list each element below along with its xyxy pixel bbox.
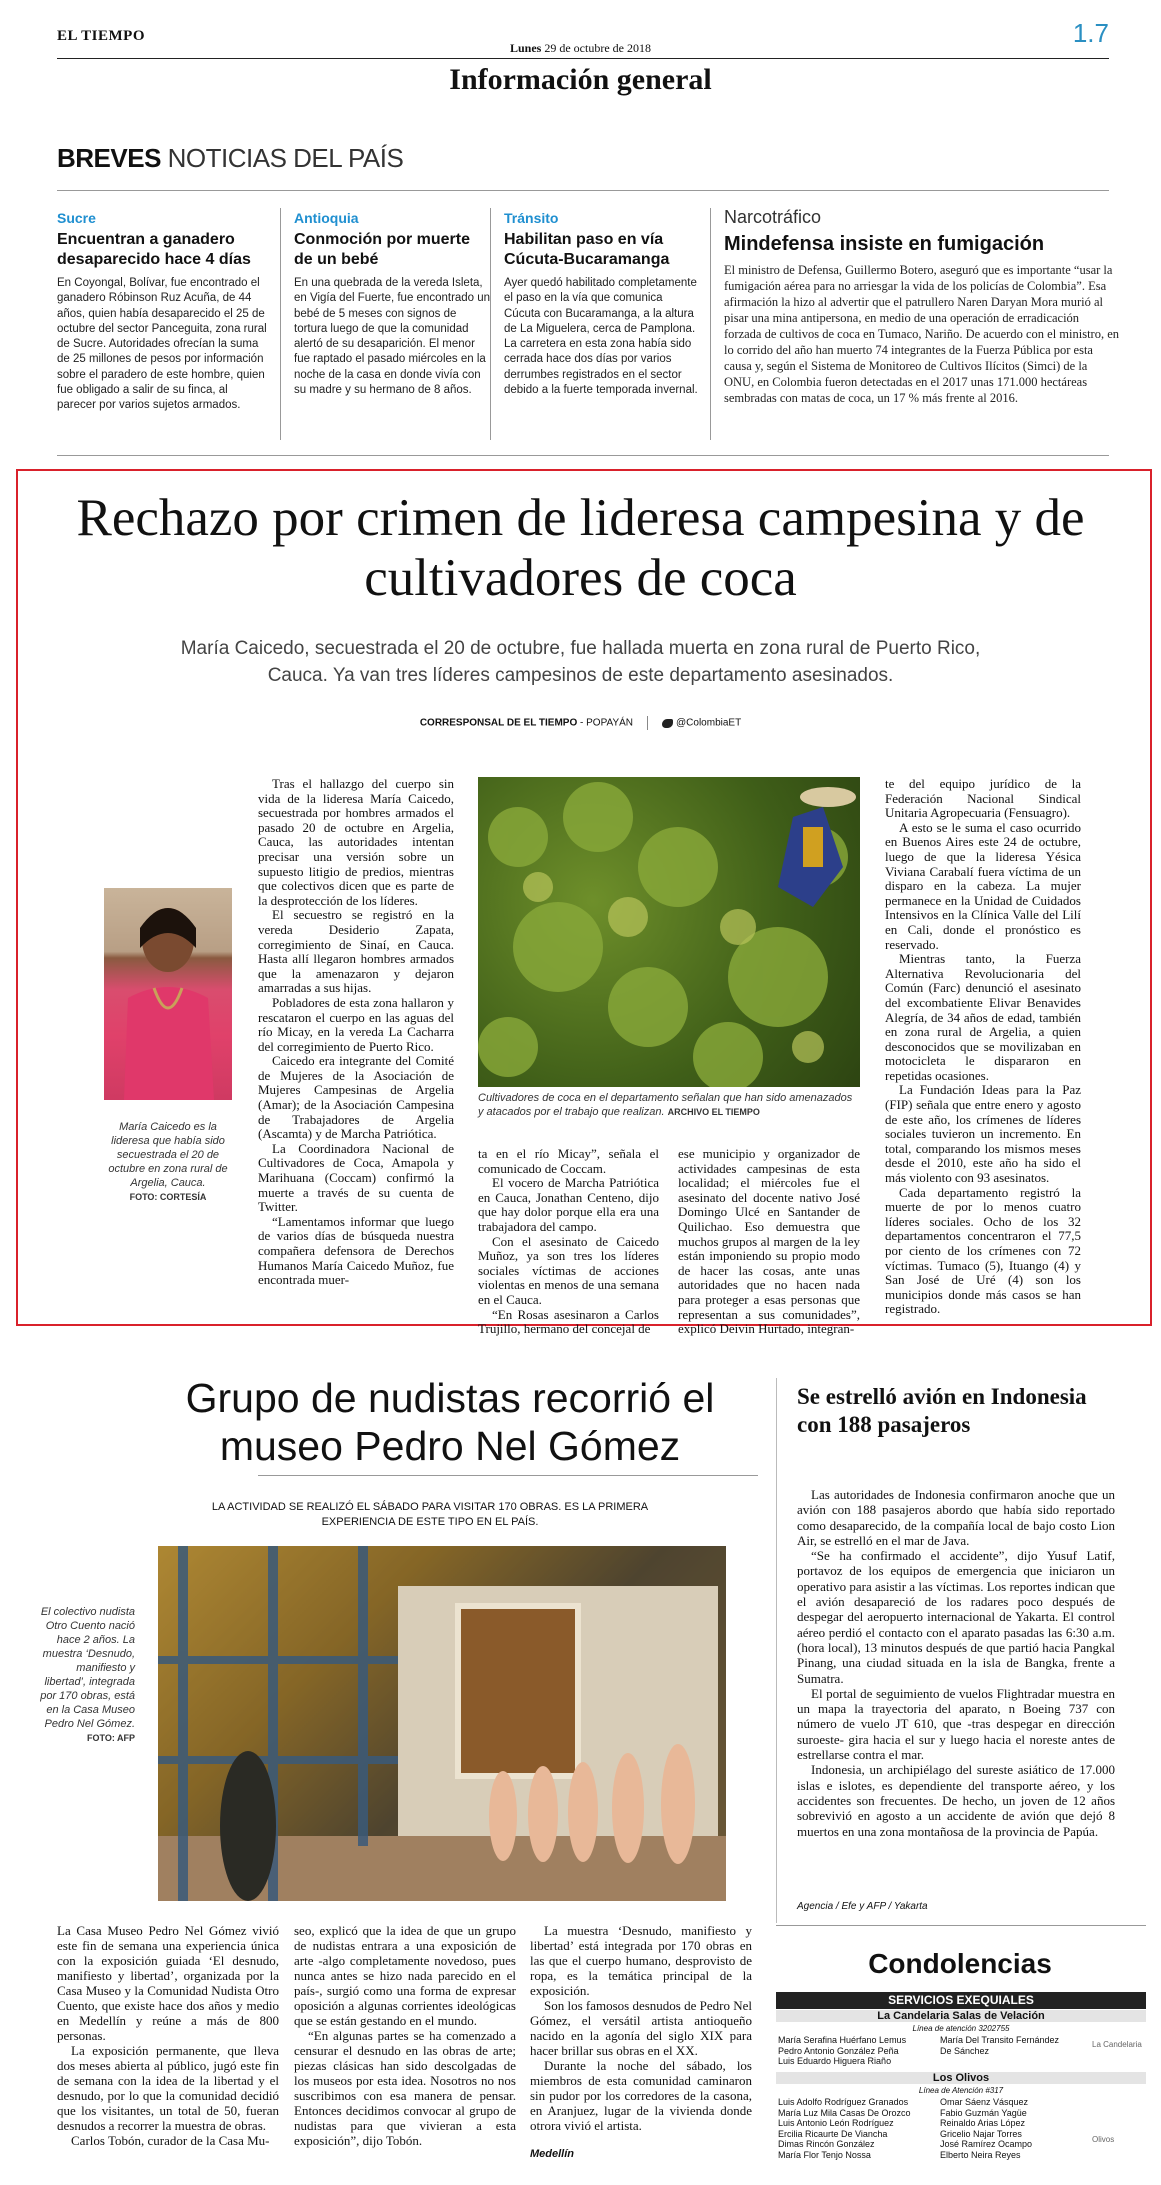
name-entry: Omar Sáenz Vásquez xyxy=(940,2097,1029,2107)
avion-signature: Agencia / Efe y AFP / Yakarta xyxy=(797,1901,928,1912)
nudistas-rule xyxy=(258,1475,758,1476)
paragraph: La muestra ‘Desnudo, manifiesto y libertad’ está integrada por 170 obras en las que el cuerpo humano, desprovisto de ropa, es la temática principal de la exposición. xyxy=(530,1923,752,1998)
breves-heading-rest: NOTICIAS DEL PAÍS xyxy=(160,143,404,173)
twitter-handle: @ColombiaET xyxy=(676,717,742,729)
venue-2-line: Línea de Atención #317 xyxy=(918,2086,1004,2095)
paragraph: La Coordinadora Nacional de Cultivadores de Coca, Amapola y Marihuana (Coccam) confirmó la muerte a través de su cuenta de Twitter. xyxy=(258,1140,454,1215)
name-entry: Reinaldo Arias López xyxy=(940,2118,1026,2128)
paragraph: Caicedo era integrante del Comité de Mujeres de la Asociación de Mujeres Campesinas de Argelia (Amar); de la Asociación Campesina de Trabajadores de Argelia (Ascamta) y de Marcha Patriótica. xyxy=(258,1053,454,1142)
paragraph: La exposición permanente, que lleva dos meses abierta al público, jugó este fin de semana con la idea de la libertad y el desnudo, por lo que la comunidad decidió que los visitantes, un total de 50, fueran desnudos a recorrer la muestra de obras. xyxy=(57,2043,279,2133)
paragraph: Durante la noche del sábado, los miembros de esta comunidad caminaron sin pudor por los corredores de la casona, en Aranjuez, lugar de la vivienda donde otrora vivió el artista. xyxy=(530,2058,752,2133)
breve-transito xyxy=(504,210,702,398)
paragraph: “Lamentamos informar que luego de varios días de búsqueda nuestra compañera defensora de Derechos Humanos María Caicedo Muñoz, fue encontrada muer- xyxy=(258,1213,454,1288)
paragraph: te del equipo jurídico de la Federación Nacional Sindical Unitaria Agropecuaria (Fensuagro). xyxy=(885,776,1081,821)
paragraph: “Se ha confirmado el accidente”, dijo Yusuf Latif, portavoz de los equipos de emergencia que iniciaron un operativo para asistir a las víctimas. Los reportes indican que el avión desapareció de los radares poco después de despegar del aeropuerto internacional de Yakarta. El control aéreo perdió el contacto con el aparato pasadas las 6:30 a.m. (hora local), 13 minutos después de que partió hacia Pangkal Pinang, una ciudad situada en la isla de Bangka, frente a Sumatra. xyxy=(797,1548,1115,1686)
date-day: Lunes xyxy=(510,41,542,55)
column-divider xyxy=(776,1378,777,1923)
byline xyxy=(0,716,1161,730)
nudistas-signature: Medellín xyxy=(530,2148,575,2160)
paragraph: El vocero de Marcha Patriótica en Cauca, Jonathan Centeno, dijo que hay dolor porque ella era una trabajadora del campo. xyxy=(478,1175,659,1234)
breve-category: Antioquia xyxy=(294,210,359,226)
breve-text: Ayer quedó habilitado completamente el paso en la vía que comunica Cúcuta con Bucaramanga, a la altura de La Miguelera, cerca de Pamplona. La carretera en esta zona había sido cerrada hace dos días por varios derrumbes registrados en el sector debido a la fuerte temporada invernal. xyxy=(504,277,698,397)
avion-rule xyxy=(776,1925,1146,1926)
coca-field-photo xyxy=(478,777,860,1087)
paragraph: ta en el río Micay”, señala el comunicado de Coccam. xyxy=(478,1146,659,1176)
breves-heading xyxy=(57,143,403,174)
venue-1-name: La Candelaria Salas de Velación xyxy=(776,2010,1146,2022)
name-entry: María Serafina Huérfano Lemus xyxy=(778,2035,907,2045)
feature-column-3 xyxy=(678,1147,860,1337)
breve-text: El ministro de Defensa, Guillermo Botero, aseguró que es importante “usar la fumigación aérea para no arriesgar la vida de los policías de Colombia”. Esa afirmación la hizo al advertir que el patrullero Naren Daryan Mora murió al pisar una mina antipersona, en medio de una operación de erradicación forzada de cultivos de coca en Tumaco, Nariño. De acuerdo con el ministro, en lo corrido del año han muerto 74 integrantes de la Fuerza Pública por esta causa y, según el Sistema de Monitoreo de Cultivos Ilícitos (Simci) de la ONU, en Colombia fueron detectadas en el 2017 unas 171.000 hectáreas sembradas con matas de coca, un 17 % más frente al 2016. xyxy=(724,263,1120,405)
nudistas-column-2 xyxy=(294,1923,516,2148)
column-divider xyxy=(710,208,711,440)
nudistas-column-3 xyxy=(530,1923,752,2133)
byline-place: - POPAYÁN xyxy=(577,717,634,729)
paragraph: seo, explicó que la idea de que un grupo de nudistas entrara a una exposición de arte -algo completamente novedoso, pues nunca antes se hizo nada parecido en el país-, surgió como una forma de expresar oposición a algunas corrientes ideológicas que se están gestando en el mundo. xyxy=(294,1923,516,2028)
breve-text: En Coyongal, Bolívar, fue encontrado el ganadero Róbinson Ruz Acuña, de 44 años, quien había desaparecido el 25 de octubre del sector Panceguita, zona rural de Sucre. Autoridades ofrecían la suma de 25 millones de pesos por información sobre el paradero de este hombre, quien fue obligado a salir de su finca, al parecer por varios sujetos armados. xyxy=(57,277,267,412)
name-entry: Elberto Neira Reyes xyxy=(940,2149,1021,2160)
venue-1-names-left xyxy=(778,2035,938,2067)
coca-caption-text: Cultivadores de coca en el departamento señalan que han sido amenazados y atacados por el trabajo que realizan. xyxy=(478,1092,853,1118)
masthead: EL TIEMPO xyxy=(57,28,145,44)
coca-photo-caption xyxy=(478,1091,860,1119)
name-entry: María Del Transito Fernández xyxy=(940,2035,1060,2045)
breve-category: Sucre xyxy=(57,210,96,226)
paragraph: El secuestro se registró en la vereda Desiderio Zapata, corregimiento de Sinaí, en Cauca. Hasta allí llegaron hombres armados que la amenazaron y dejaron amarradas a sus hijas. xyxy=(258,907,454,996)
candelaria-logo: La Candelaria xyxy=(1092,2040,1142,2049)
paragraph: Indonesia, un archipiélago del sureste asiático de 17.000 islas e islotes, es dependiente del transporte aéreo, y los accidentes son frecuentes. De hecho, un joven de 12 años sobrevivió en agosto a un accidente de avión que dejó 8 muertos en una zona montañosa de la provincia de Papúa. xyxy=(797,1762,1115,1839)
breve-narcotrafico xyxy=(724,207,1119,406)
paragraph: Pobladores de esta zona hallaron y rescataron el cuerpo en las aguas del río Micay, en la vereda La Cacharra del corregimiento de Puerto Rico. xyxy=(258,994,454,1054)
nudistas-credit: FOTO: AFP xyxy=(87,1733,135,1743)
name-entry: María Luz Mila Casas De Orozco xyxy=(778,2107,911,2118)
nudistas-column-1 xyxy=(57,1923,279,2148)
condolencias-bar: SERVICIOS EXEQUIALES xyxy=(776,1992,1146,2009)
name-entry: Dimas Rincón González xyxy=(778,2139,875,2149)
portrait-credit: FOTO: CORTESÍA xyxy=(129,1192,207,1202)
breves-bottom-rule xyxy=(57,455,1109,456)
breves-heading-bold: BREVES xyxy=(57,143,161,173)
breve-title: Mindefensa insiste en fumigación xyxy=(724,233,1045,255)
venue-1-names-right xyxy=(940,2035,1090,2056)
paragraph: “En Rosas asesinaron a Carlos Trujillo, hermano del concejal de xyxy=(478,1306,659,1337)
name-entry: Luis Adolfo Rodríguez Granados xyxy=(778,2097,909,2107)
column-divider xyxy=(490,208,491,440)
paragraph: A esto se le suma el caso ocurrido en Buenos Aires este 24 de octubre, luego de que la lideresa Yésica Viviana Carabalí fuera víctima de un disparo en la cabeza. La mujer permanece en la Unidad de Cuidados Intensivos en la Clínica Valle del Lilí en Cali, donde el pronóstico es reservado. xyxy=(885,819,1081,952)
portrait-caption xyxy=(104,1120,232,1204)
feature-column-2 xyxy=(478,1147,659,1337)
paragraph: ese municipio y organizador de actividades campesinas de esta localidad; el miércoles fue el asesinato del docente nativo José Domingo Ulcé en Santander de Quilichao. Eso demuestra que muchos grupos al margen de la ley están imponiendo su propio modo de hacer las cosas, ante unas autoridades que no hacen nada para proteger a esas personas que representan a sus comunidades”, explicó Deivin Hurtado, integran- xyxy=(678,1146,860,1337)
olivos-logo: Olivos xyxy=(1092,2135,1115,2144)
name-entry: Gricelio Najar Torres xyxy=(940,2128,1022,2139)
avion-headline: Se estrelló avión en Indonesia con 188 pasajeros xyxy=(797,1384,1087,1437)
paragraph: La Casa Museo Pedro Nel Gómez vivió este fin de semana una experiencia única con la exposición guiada ‘El desnudo, manifiesto y libertad’, organizada por la Casa Museo y la Comunidad Nudista Otro Cuento, que existe hace dos años y medio en Medellín y reúne a más de 800 personas. xyxy=(57,1923,279,2043)
portrait-caption-text: María Caicedo es la lideresa que había sido secuestrada el 20 de octubre en zona rural de Argelia, Cauca. xyxy=(108,1121,228,1189)
name-entry: José Ramírez Ocampo xyxy=(940,2139,1033,2149)
paragraph: Tras el hallazgo del cuerpo sin vida de la lideresa María Caicedo, secuestrada por hombres armados el pasado 20 de octubre en Argelia, Cauca, las autoridades intentan precisar una versión sobre un supuesto litigio de predios, mientras que colectivos dicen que es parte de la desprotección de los líderes. xyxy=(258,776,454,908)
venue-2-name: Los Olivos xyxy=(776,2072,1146,2084)
breve-title: Conmoción por muerte de un bebé xyxy=(294,231,471,268)
paragraph: La Fundación Ideas para la Paz (FIP) señala que entre enero y agosto de este año, los crímenes de líderes sociales tuvieron un incremento. En total, comparando los mismos meses desde el 2010, este año ha sido el más violento con 93 asesinatos. xyxy=(885,1082,1081,1186)
condolencias-title: Condolencias xyxy=(868,1948,1052,1979)
name-entry: Pedro Antonio González Peña xyxy=(778,2045,899,2056)
name-entry: Luis Eduardo Higuera Riaño xyxy=(778,2056,892,2066)
paragraph: Cada departamento registró la muerte de por lo menos cuatro líderes sociales. Ocho de los 32 departamentos concentraron el 77,5 por ciento de los crímenes con 72 víctimas. Tumaco (5), Ituango (4) y San José de Uré (4) son los municipios donde más casos se han registrado. xyxy=(885,1184,1081,1317)
feature-column-1 xyxy=(258,777,454,1288)
paragraph: Con el asesinato de Caicedo Muñoz, ya son tres los líderes sociales víctimas de acciones violentas en menos de una semana en el Cauca. xyxy=(478,1233,659,1307)
nudistas-caption xyxy=(40,1605,135,1745)
breve-sucre xyxy=(57,210,267,414)
byline-separator xyxy=(647,716,648,730)
nudistas-headline: Grupo de nudistas recorrió el museo Pedro Nel Gómez xyxy=(185,1375,715,1469)
twitter-icon xyxy=(662,719,673,728)
venue-2-names-left xyxy=(778,2097,938,2160)
paragraph: “En algunas partes se ha comenzado a censurar el desnudo en las obras de arte; piezas clásicas han sido descolgadas de los museos por esta idea. Nosotros no nos suscribimos con esa manera de pensar. Entonces decidimos convocar al grupo de nudistas para que vivieran a esta exposición”, dijo Tobón. xyxy=(294,2028,516,2148)
nudistas-caption-text: El colectivo nudista Otro Cuento nació hace 2 años. La muestra ‘Desnudo, manifiesto y libertad’, integrada por 170 obras, está en la Casa Museo Pedro Nel Gómez. xyxy=(40,1606,135,1730)
section-title: Información general xyxy=(449,63,712,96)
top-rule xyxy=(57,58,1109,59)
name-entry: Luis Antonio León Rodríguez xyxy=(778,2118,894,2128)
breves-rule xyxy=(57,190,1109,191)
paragraph: Mientras tanto, la Fuerza Alternativa Revolucionaria del Común (Farc) denunció el asesinato del excombatiente Elivar Benavides Alegría, de 34 años de edad, también en zona rural de Argelia, a quien desconocidos que se movilizaban en motocicleta le dispararon en repetidas ocasiones. xyxy=(885,951,1081,1083)
name-entry: De Sánchez xyxy=(940,2045,990,2056)
feature-headline: Rechazo por crimen de lideresa campesina y de cultivadores de coca xyxy=(76,489,1085,607)
breve-text: En una quebrada de la vereda Isleta, en Vigía del Fuerte, fue encontrado un bebé de 5 meses con signos de tortura luego de que la comunidad alertó de su desaparición. El menor fue raptado el pasado miércoles en la noche de la casa en donde vivía con su madre y su hermano de 8 años. xyxy=(294,277,491,397)
museum-photo xyxy=(158,1546,726,1901)
date-line xyxy=(0,41,1161,56)
date-rest: 29 de octubre de 2018 xyxy=(541,41,651,55)
name-entry: Ercilia Ricaurte De Viancha xyxy=(778,2128,888,2139)
nudistas-subtitle: LA ACTIVIDAD SE REALIZÓ EL SÁBADO PARA VISITAR 170 OBRAS. ES LA PRIMERA EXPERIENCIA DE ESTE TIPO EN EL PAÍS. xyxy=(211,1501,649,1528)
page-number: 1.7 xyxy=(1072,18,1109,48)
breve-title: Encuentran a ganadero desaparecido hace 4 días xyxy=(57,231,251,268)
breve-title: Habilitan paso en vía Cúcuta-Bucaramanga xyxy=(504,231,670,268)
paragraph: El portal de seguimiento de vuelos Flightradar muestra en un mapa la trayectoria del aparato, n Boeing 737 con número de vuelo JT 610, que -tras despegar en dirección suroeste- gira hacia el sur y luego hacia el noreste antes de estrellarse contra el mar. xyxy=(797,1685,1115,1763)
name-entry: María Flor Tenjo Nossa xyxy=(778,2149,871,2160)
paragraph: Las autoridades de Indonesia confirmaron anoche que un avión con 188 pasajeros abordo que había sido reportado como desaparecido, de la compañía local de bajo costo Lion Air, se estrelló en el mar de Java. xyxy=(797,1487,1115,1548)
feature-column-4 xyxy=(885,777,1081,1317)
byline-author: CORRESPONSAL DE EL TIEMPO xyxy=(419,717,578,729)
avion-body xyxy=(797,1487,1115,1839)
column-divider xyxy=(280,208,281,440)
breve-antioquia xyxy=(294,210,492,398)
paragraph: Carlos Tobón, curador de la Casa Mu- xyxy=(71,2133,270,2148)
breve-category: Narcotráfico xyxy=(724,207,822,227)
portrait-photo xyxy=(104,888,232,1100)
venue-1-line: Línea de atención 3202755 xyxy=(912,2024,1010,2033)
paragraph: Son los famosos desnudos de Pedro Nel Gómez, el versátil artista antioqueño nacido en la agonía del siglo XIX para hacer brillar sus obras en el XX. xyxy=(530,1998,752,2058)
coca-photo-credit: ARCHIVO EL TIEMPO xyxy=(667,1107,760,1117)
breve-category: Tránsito xyxy=(504,210,559,226)
name-entry: Fabio Guzmán Yagüe xyxy=(940,2107,1027,2118)
feature-subtitle: María Caicedo, secuestrada el 20 de octubre, fue hallada muerta en zona rural de Puerto Rico, Cauca. Ya van tres líderes campesinos de este departamento asesinados. xyxy=(180,638,981,686)
venue-2-names-right xyxy=(940,2097,1090,2160)
